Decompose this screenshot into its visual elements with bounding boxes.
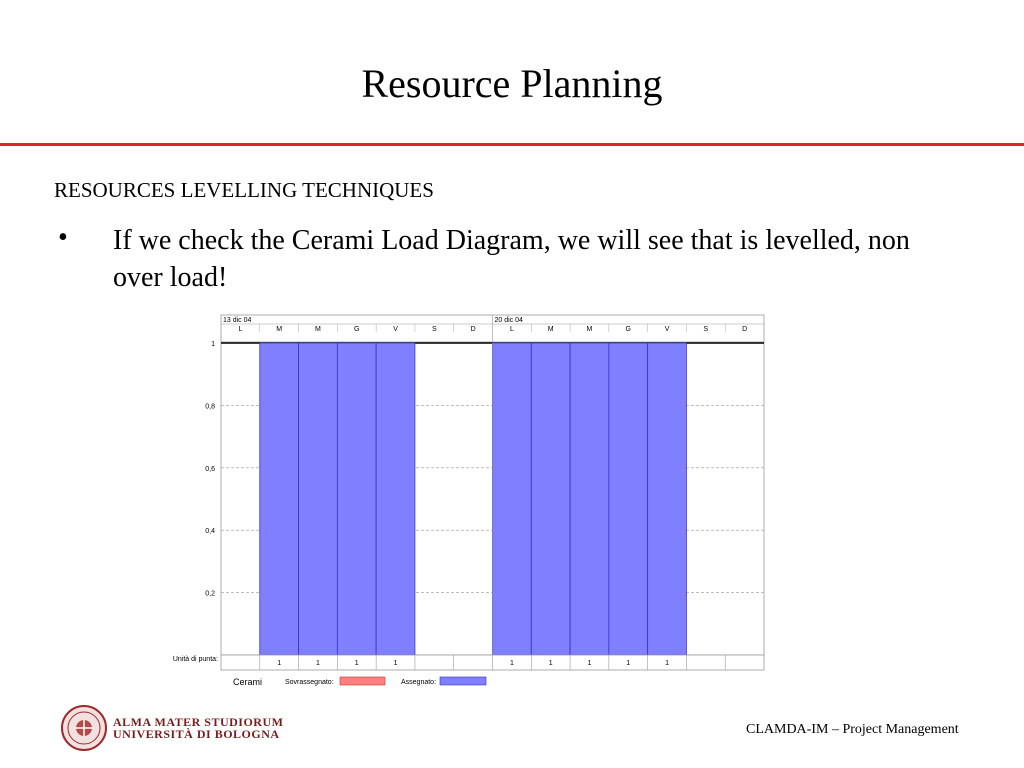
day-label: V [664,326,670,333]
resource-name: Cerami [233,677,263,687]
day-label: L [509,326,514,333]
load-bar [299,343,338,655]
y-tick-label: 0,2 [205,590,215,598]
load-bar [570,343,609,655]
legend-label: Assegnato: [401,679,437,686]
day-label: S [431,326,437,333]
day-label: G [354,326,360,333]
day-label: M [547,326,554,333]
peak-units-value: 1 [393,660,398,667]
load-bar [376,343,415,655]
day-label: G [625,326,631,333]
day-label: M [276,326,283,333]
y-tick-label: 0,6 [205,465,215,473]
load-bar [337,343,376,655]
peak-units-value: 1 [316,660,320,667]
legend-label: Sovrassegnato: [285,679,334,686]
day-label: D [742,326,748,333]
peak-units-label: Unità di punta: [172,656,218,663]
week-label: 20 dic 04 [494,317,523,324]
bullet-text: If we check the Cerami Load Diagram, we will see that is levelled, non over load! [113,225,910,293]
peak-units-value: 1 [277,660,282,667]
day-label: M [586,326,593,333]
y-tick-label: 0,4 [205,528,215,536]
peak-units-value: 1 [548,660,553,667]
peak-units-value: 1 [354,660,359,667]
day-label: V [393,326,398,333]
logo-line2: UNIVERSITÀ DI BOLOGNA [113,727,280,741]
y-tick-label: 1 [211,341,215,348]
load-bar [531,343,570,655]
footer-text: CLAMDA-IM – Project Management [746,722,959,737]
day-label: D [470,326,476,333]
slide-title: Resource Planning [361,61,663,106]
week-label: 13 dic 04 [223,317,252,324]
load-bar [609,343,648,655]
load-bar [260,343,299,655]
legend-swatch-overassigned [340,677,385,685]
bullet-marker: • [58,222,68,253]
peak-units-value: 1 [626,660,631,667]
peak-units-value: 1 [665,660,669,667]
logo-line1: ALMA MATER STUDIORUM [113,715,284,729]
load-bar [648,343,687,655]
peak-units-value: 1 [509,660,514,667]
university-seal-icon [60,703,108,753]
legend-swatch-assigned [440,677,486,685]
day-label: L [238,326,243,333]
university-logo-text [113,716,283,740]
section-heading: RESOURCES LEVELLING TECHNIQUES [54,178,434,202]
day-label: M [315,326,321,333]
y-tick-label: 0,8 [205,403,215,411]
load-bar [493,343,532,655]
day-label: S [703,326,709,333]
peak-units-value: 1 [587,660,592,667]
